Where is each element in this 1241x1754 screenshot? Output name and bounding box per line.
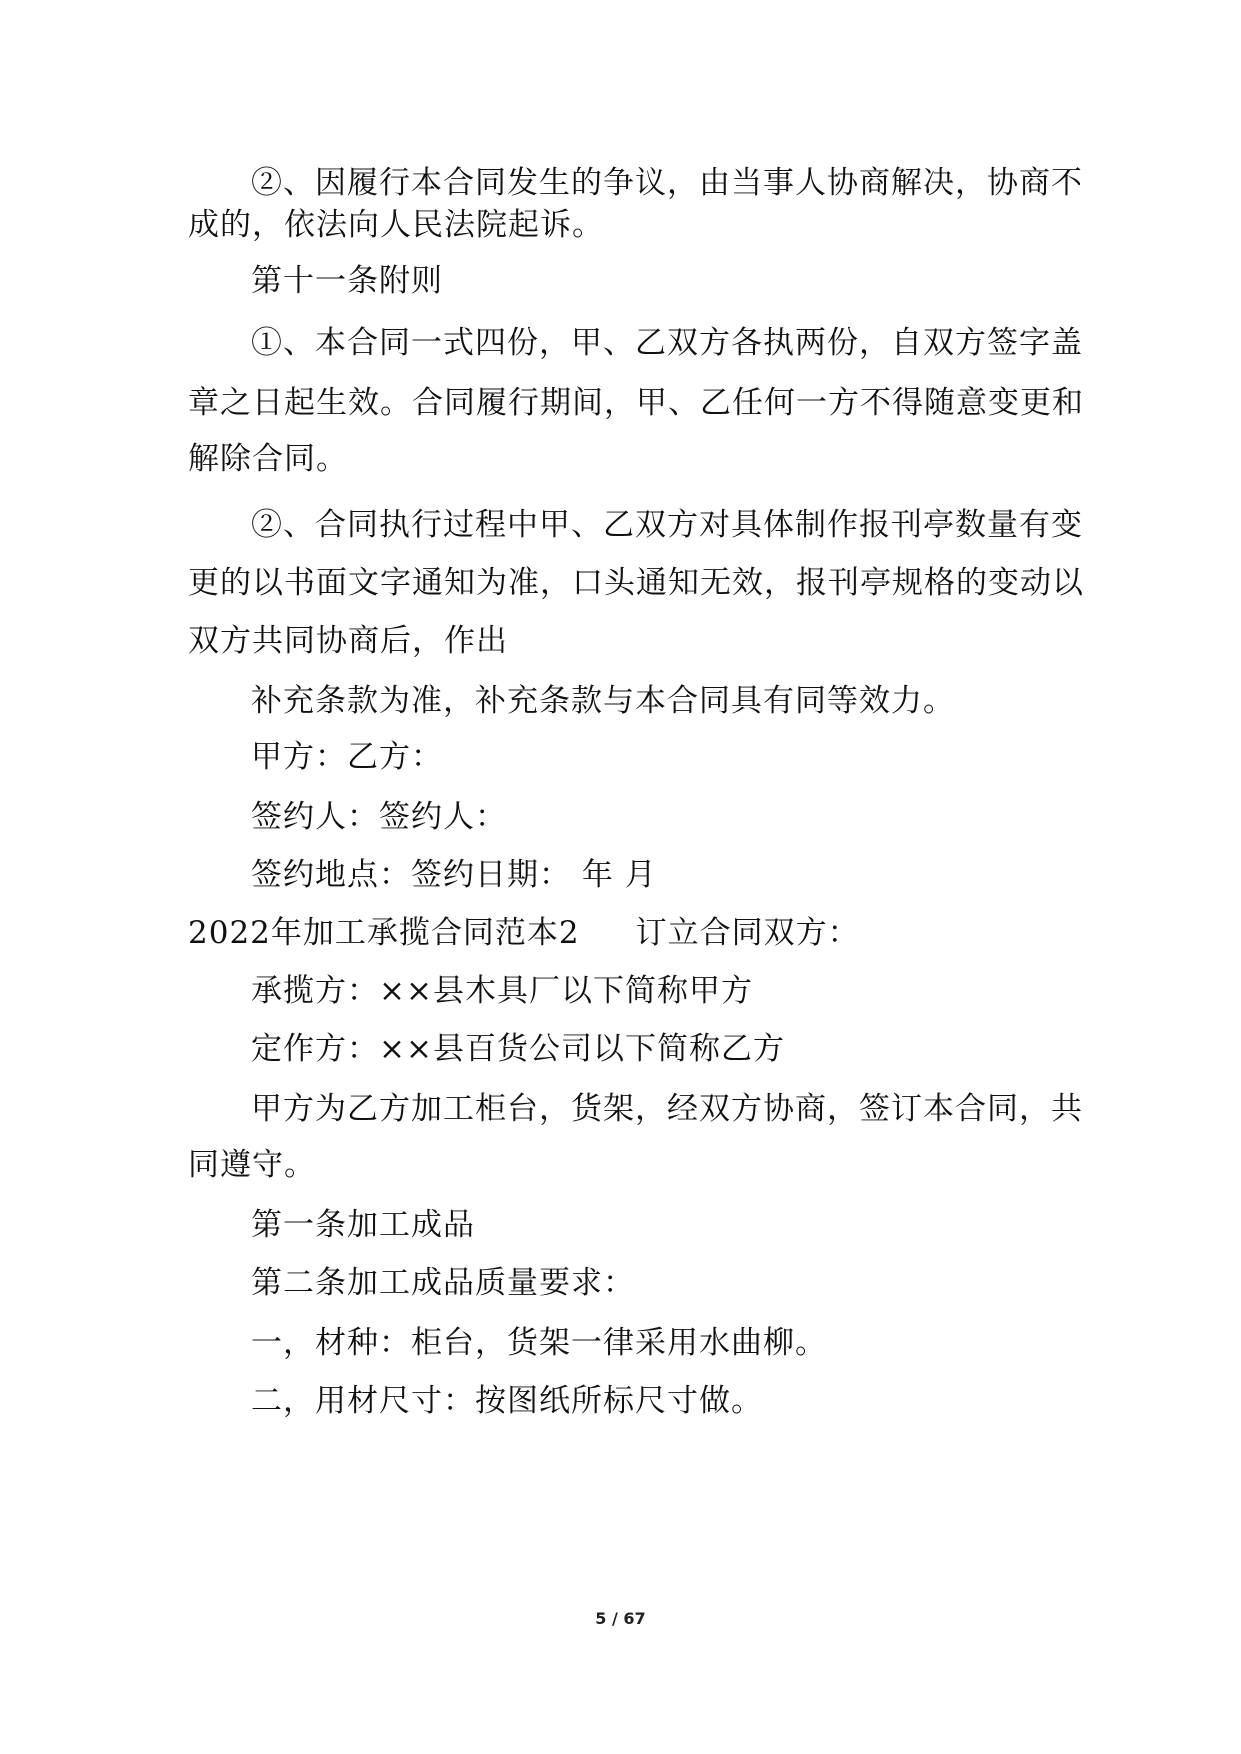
page-number: 5 / 67 (595, 1609, 646, 1628)
paragraph-line: ②、合同执行过程中甲、乙双方对具体制作报刊亭数量有变 (251, 507, 1083, 543)
paragraph-line: 同遵守。 (188, 1147, 316, 1183)
signature-line: 签约人：签约人： (251, 799, 507, 835)
parties-heading: 订立合同双方： (635, 915, 860, 951)
paragraph-line: 补充条款为准，补充条款与本合同具有同等效力。 (251, 683, 955, 719)
paragraph-line: ②、因履行本合同发生的争议，由当事人协商解决，协商不 (251, 165, 1083, 201)
section-heading: 第十一条附则 (251, 263, 443, 299)
paragraph-line: 承揽方：××县木具厂以下简称甲方 (251, 973, 753, 1009)
section-heading: 第一条加工成品 (251, 1207, 475, 1243)
paragraph-line: 双方共同协商后，作出 (188, 623, 508, 659)
paragraph-line: ①、本合同一式四份，甲、乙双方各执两份，自双方签字盖 (251, 325, 1083, 361)
paragraph-line: 一，材种：柜台，货架一律采用水曲柳。 (251, 1325, 827, 1361)
signature-line: 签约地点：签约日期： 年 月 (251, 857, 657, 893)
paragraph-line: 成的，依法向人民法院起诉。 (188, 207, 604, 243)
paragraph-line: 解除合同。 (188, 441, 348, 477)
section-heading: 第二条加工成品质量要求： (251, 1265, 635, 1301)
paragraph-line: 二，用材尺寸：按图纸所标尺寸做。 (251, 1383, 763, 1419)
paragraph-line: 章之日起生效。合同履行期间，甲、乙任何一方不得随意变更和 (188, 385, 1084, 421)
document-title-line (188, 913, 860, 953)
paragraph-line: 更的以书面文字通知为准，口头通知无效，报刊亭规格的变动以 (188, 565, 1084, 601)
paragraph-line: 甲方为乙方加工柜台，货架，经双方协商，签订本合同，共 (251, 1091, 1083, 1127)
paragraph-line: 定作方：××县百货公司以下简称乙方 (251, 1031, 785, 1067)
signature-line: 甲方：乙方： (251, 739, 443, 775)
document-title: 2022年加工承揽合同范本2 (188, 915, 580, 951)
